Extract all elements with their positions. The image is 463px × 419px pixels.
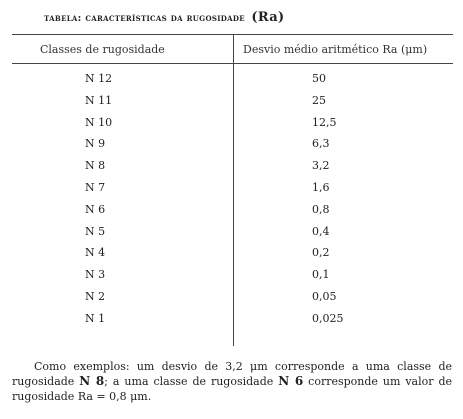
header-desvio: Desvio médio aritmético Ra (μm) <box>243 43 428 56</box>
note-text-1: Como exemplos: um desvio de 3,2 μm corresponde a uma classe de rugosidade <box>12 360 452 388</box>
row-desvio: 50 <box>312 72 326 85</box>
row-classe: N 11 <box>85 93 113 107</box>
row-classe: N 7 <box>85 180 106 194</box>
table-row <box>0 266 463 288</box>
note-bold-class-1: N 8 <box>79 374 105 388</box>
example-note <box>12 359 452 404</box>
table-row <box>0 179 463 201</box>
row-classe: N 12 <box>85 72 113 85</box>
caption-label: tabela: características da rugosidade <box>44 13 245 24</box>
table-row <box>0 288 463 310</box>
table-row <box>0 135 463 157</box>
table-row <box>0 70 463 92</box>
row-desvio: 0,1 <box>312 268 330 282</box>
table-row <box>0 92 463 114</box>
table-row <box>0 201 463 223</box>
table-row <box>0 310 463 332</box>
table-row <box>0 114 463 136</box>
note-text-2: ; a uma classe de rugosidade <box>104 375 279 388</box>
table-row <box>0 157 463 179</box>
table-row <box>0 223 463 245</box>
row-desvio: 0,025 <box>312 311 344 325</box>
row-classe: N 9 <box>85 137 106 151</box>
row-desvio: 25 <box>312 93 326 107</box>
header-classes: Classes de rugosidade <box>40 43 165 56</box>
row-desvio: 12,5 <box>312 115 337 129</box>
row-classe: N 2 <box>85 289 106 303</box>
table-row <box>0 244 463 266</box>
row-desvio: 0,2 <box>312 246 330 260</box>
row-classe: N 3 <box>85 268 106 282</box>
row-desvio: 0,4 <box>312 224 330 238</box>
row-classe: N 4 <box>85 246 106 260</box>
row-classe: N 1 <box>85 311 106 325</box>
table-body <box>0 70 463 332</box>
row-classe: N 10 <box>85 115 113 129</box>
caption-symbol: (Ra) <box>251 10 285 25</box>
row-classe: N 6 <box>85 202 106 216</box>
row-classe: N 8 <box>85 159 106 173</box>
note-text-3: corresponde um valor de rugosidade Ra = 0,8 μm. <box>12 375 453 403</box>
note-bold-class-2: N 6 <box>278 374 304 388</box>
row-desvio: 0,8 <box>312 202 330 216</box>
row-desvio: 3,2 <box>312 159 330 173</box>
row-desvio: 1,6 <box>312 180 330 194</box>
row-classe: N 5 <box>85 224 106 238</box>
row-desvio: 6,3 <box>312 137 330 151</box>
table-caption <box>44 10 284 25</box>
row-desvio: 0,05 <box>312 289 337 303</box>
